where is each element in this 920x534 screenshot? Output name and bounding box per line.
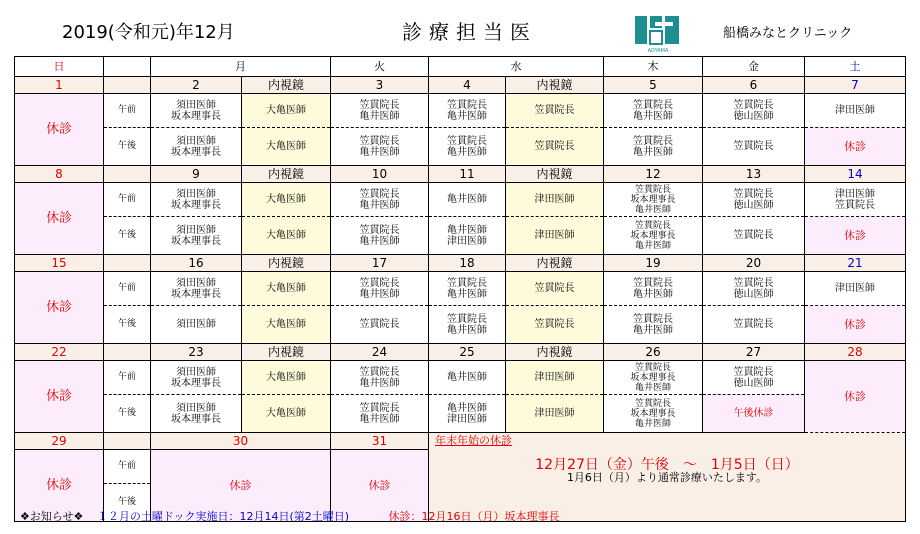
doctor-cell: 須田医師 坂本理事長 — [151, 94, 242, 128]
date-cell: 12 — [604, 166, 703, 183]
doctor-cell: 亀井医師 — [429, 361, 506, 395]
svg-text:AOYAMA: AOYAMA — [647, 48, 669, 54]
endoscopy-doctor-cell: 笠貫院長 — [506, 128, 604, 166]
endoscopy-doctor-cell: 津田医師 — [506, 183, 604, 217]
doctor-cell: 笠貫院長 徳山医師 — [703, 183, 805, 217]
endoscopy-doctor-cell: 笠貫院長 — [506, 272, 604, 306]
date-cell: 9 — [151, 166, 242, 183]
closed-notice: 休診：12月16日（月）坂本理事長 — [388, 510, 560, 523]
endoscopy-label: 内視鏡 — [506, 344, 604, 361]
date-cell: 21 — [805, 255, 906, 272]
am-label: 午前 — [104, 272, 151, 306]
doctor-cell: 津田医師 — [805, 272, 906, 306]
doctor-cell: 笠貫院長 坂本理事長 亀井医師 — [604, 217, 703, 255]
date-cell: 3 — [331, 77, 429, 94]
closed-cell: 休診 — [15, 183, 104, 255]
endoscopy-doctor-cell: 大亀医師 — [242, 272, 331, 306]
doctor-cell: 笠貫院長 坂本理事長 亀井医師 — [604, 183, 703, 217]
schedule-title: 診療担当医 — [402, 20, 537, 44]
endoscopy-label: 内視鏡 — [242, 166, 331, 183]
closed-cell: 休診 — [151, 450, 331, 522]
doctor-cell: 笠貫院長 亀井医師 — [331, 272, 429, 306]
date-cell: 22 — [15, 344, 104, 361]
endoscopy-doctor-cell: 大亀医師 — [242, 361, 331, 395]
date-cell — [104, 255, 151, 272]
doctor-cell: 笠貫院長 坂本理事長 亀井医師 — [604, 395, 703, 433]
endoscopy-doctor-cell: 津田医師 — [506, 395, 604, 433]
am-label: 午前 — [104, 94, 151, 128]
doctor-cell: 須田医師 坂本理事長 — [151, 272, 242, 306]
closed-cell: 休診 — [331, 450, 429, 522]
date-cell: 8 — [15, 166, 104, 183]
am-label: 午前 — [104, 361, 151, 395]
holiday-note: 1月6日（月）より通常診療いたします。 — [566, 471, 768, 484]
date-cell — [104, 433, 151, 450]
doctor-cell: 須田医師 坂本理事長 — [151, 361, 242, 395]
pm-label: 午後 — [104, 395, 151, 433]
doctor-cell: 須田医師 坂本理事長 — [151, 128, 242, 166]
date-cell: 29 — [15, 433, 104, 450]
date-cell: 5 — [604, 77, 703, 94]
doctor-cell: 笠貫院長 徳山医師 — [703, 94, 805, 128]
endoscopy-doctor-cell: 大亀医師 — [242, 217, 331, 255]
pm-label: 午後 — [104, 306, 151, 344]
date-cell: 15 — [15, 255, 104, 272]
endoscopy-doctor-cell: 大亀医師 — [242, 183, 331, 217]
doctor-cell: 笠貫院長 亀井医師 — [604, 128, 703, 166]
date-cell: 6 — [703, 77, 805, 94]
closed-cell: 休診 — [15, 450, 104, 522]
endoscopy-doctor-cell: 大亀医師 — [242, 128, 331, 166]
doctor-cell: 笠貫院長 — [703, 217, 805, 255]
date-cell: 27 — [703, 344, 805, 361]
doctor-cell: 亀井医師 — [429, 183, 506, 217]
endoscopy-doctor-cell: 津田医師 — [506, 361, 604, 395]
date-cell: 19 — [604, 255, 703, 272]
date-cell: 1 — [15, 77, 104, 94]
endoscopy-label: 内視鏡 — [506, 255, 604, 272]
closed-cell: 休診 — [15, 361, 104, 433]
doctor-cell: 笠貫院長 徳山医師 — [703, 272, 805, 306]
date-cell: 10 — [331, 166, 429, 183]
saturday-dock-notice: １２月の土曜ドック実施日：12月14日(第2土曜日) — [96, 510, 350, 523]
weekday-mon: 月 — [151, 57, 331, 77]
endoscopy-doctor-cell: 津田医師 — [506, 217, 604, 255]
pm-label: 午後 — [104, 128, 151, 166]
doctor-cell: 笠貫院長 亀井医師 — [604, 306, 703, 344]
closed-cell: 休診 — [805, 128, 906, 166]
closed-cell: 休診 — [15, 94, 104, 166]
endoscopy-doctor-cell: 笠貫院長 — [506, 94, 604, 128]
doctor-cell: 笠貫院長 亀井医師 — [429, 94, 506, 128]
doctor-cell: 笠貫院長 坂本理事長 亀井医師 — [604, 361, 703, 395]
date-cell: 30 — [151, 433, 331, 450]
date-cell: 7 — [805, 77, 906, 94]
clinic-name: 船橋みなとクリニック — [723, 26, 853, 41]
date-cell: 11 — [429, 166, 506, 183]
doctor-cell: 笠貫院長 亀井医師 — [429, 128, 506, 166]
date-cell — [104, 344, 151, 361]
date-cell — [104, 166, 151, 183]
doctor-cell: 須田医師 坂本理事長 — [151, 217, 242, 255]
date-cell: 17 — [331, 255, 429, 272]
closed-cell: 休診 — [805, 306, 906, 344]
date-cell: 31 — [331, 433, 429, 450]
doctor-cell: 須田医師 坂本理事長 — [151, 183, 242, 217]
weekday-tue: 火 — [331, 57, 429, 77]
pm-label: 午後 — [104, 217, 151, 255]
doctor-cell: 笠貫院長 亀井医師 — [331, 217, 429, 255]
date-cell: 18 — [429, 255, 506, 272]
doctor-cell: 須田医師 — [151, 306, 242, 344]
date-cell: 24 — [331, 344, 429, 361]
notice-label: ❖お知らせ❖ — [20, 510, 84, 523]
endoscopy-label: 内視鏡 — [242, 344, 331, 361]
date-cell: 16 — [151, 255, 242, 272]
weekday-sun: 日 — [15, 57, 104, 77]
weekday-thu: 木 — [604, 57, 703, 77]
doctor-cell: 笠貫院長 亀井医師 — [331, 94, 429, 128]
doctor-cell: 津田医師 — [805, 94, 906, 128]
weekday-wed: 水 — [429, 57, 604, 77]
endoscopy-label: 内視鏡 — [242, 77, 331, 94]
doctor-cell: 須田医師 坂本理事長 — [151, 395, 242, 433]
doctor-cell: 笠貫院長 — [703, 306, 805, 344]
endoscopy-doctor-cell: 大亀医師 — [242, 395, 331, 433]
date-cell: 13 — [703, 166, 805, 183]
doctor-cell: 笠貫院長 亀井医師 — [331, 183, 429, 217]
date-cell: 14 — [805, 166, 906, 183]
weekday-sat: 土 — [805, 57, 906, 77]
date-cell: 23 — [151, 344, 242, 361]
doctor-cell: 笠貫院長 — [703, 128, 805, 166]
date-cell: 28 — [805, 344, 906, 361]
endoscopy-label: 内視鏡 — [506, 77, 604, 94]
weekday-fri: 金 — [703, 57, 805, 77]
doctor-cell: 亀井医師 津田医師 — [429, 217, 506, 255]
date-cell: 26 — [604, 344, 703, 361]
doctor-cell: 笠貫院長 — [331, 306, 429, 344]
date-cell: 20 — [703, 255, 805, 272]
closed-cell: 休診 — [805, 361, 906, 433]
closed-cell: 休診 — [805, 217, 906, 255]
date-cell: 4 — [429, 77, 506, 94]
endoscopy-doctor-cell: 大亀医師 — [242, 94, 331, 128]
doctor-cell: 笠貫院長 亀井医師 — [331, 361, 429, 395]
doctor-cell: 津田医師 笠貫院長 — [805, 183, 906, 217]
doctor-cell: 笠貫院長 亀井医師 — [429, 306, 506, 344]
afternoon-closed-cell: 午後休診 — [703, 395, 805, 433]
doctor-cell: 笠貫院長 亀井医師 — [604, 272, 703, 306]
doctor-cell: 笠貫院長 徳山医師 — [703, 361, 805, 395]
month-title: 2019(令和元)年12月 — [62, 22, 235, 43]
am-label: 午前 — [104, 450, 151, 484]
doctor-cell: 笠貫院長 亀井医師 — [604, 94, 703, 128]
endoscopy-doctor-cell: 大亀医師 — [242, 306, 331, 344]
endoscopy-doctor-cell: 笠貫院長 — [506, 306, 604, 344]
date-cell: 25 — [429, 344, 506, 361]
date-cell: 2 — [151, 77, 242, 94]
pm-label: 午後 — [104, 484, 151, 522]
am-label: 午前 — [104, 183, 151, 217]
date-cell — [104, 77, 151, 94]
weekday-blank — [104, 57, 151, 77]
notice-bar — [20, 508, 560, 524]
clinic-logo — [633, 14, 683, 54]
endoscopy-label: 内視鏡 — [242, 255, 331, 272]
endoscopy-label: 内視鏡 — [506, 166, 604, 183]
doctor-cell: 笠貫院長 亀井医師 — [429, 272, 506, 306]
doctor-cell: 笠貫院長 亀井医師 — [331, 395, 429, 433]
schedule-table — [14, 56, 906, 522]
doctor-cell: 笠貫院長 亀井医師 — [331, 128, 429, 166]
holiday-range: 12月27日（金）午後 ～ 1月5日（日） — [535, 457, 799, 473]
holiday-title: 年末年始の休診 — [435, 434, 512, 447]
doctor-cell: 亀井医師 津田医師 — [429, 395, 506, 433]
closed-cell: 休診 — [15, 272, 104, 344]
